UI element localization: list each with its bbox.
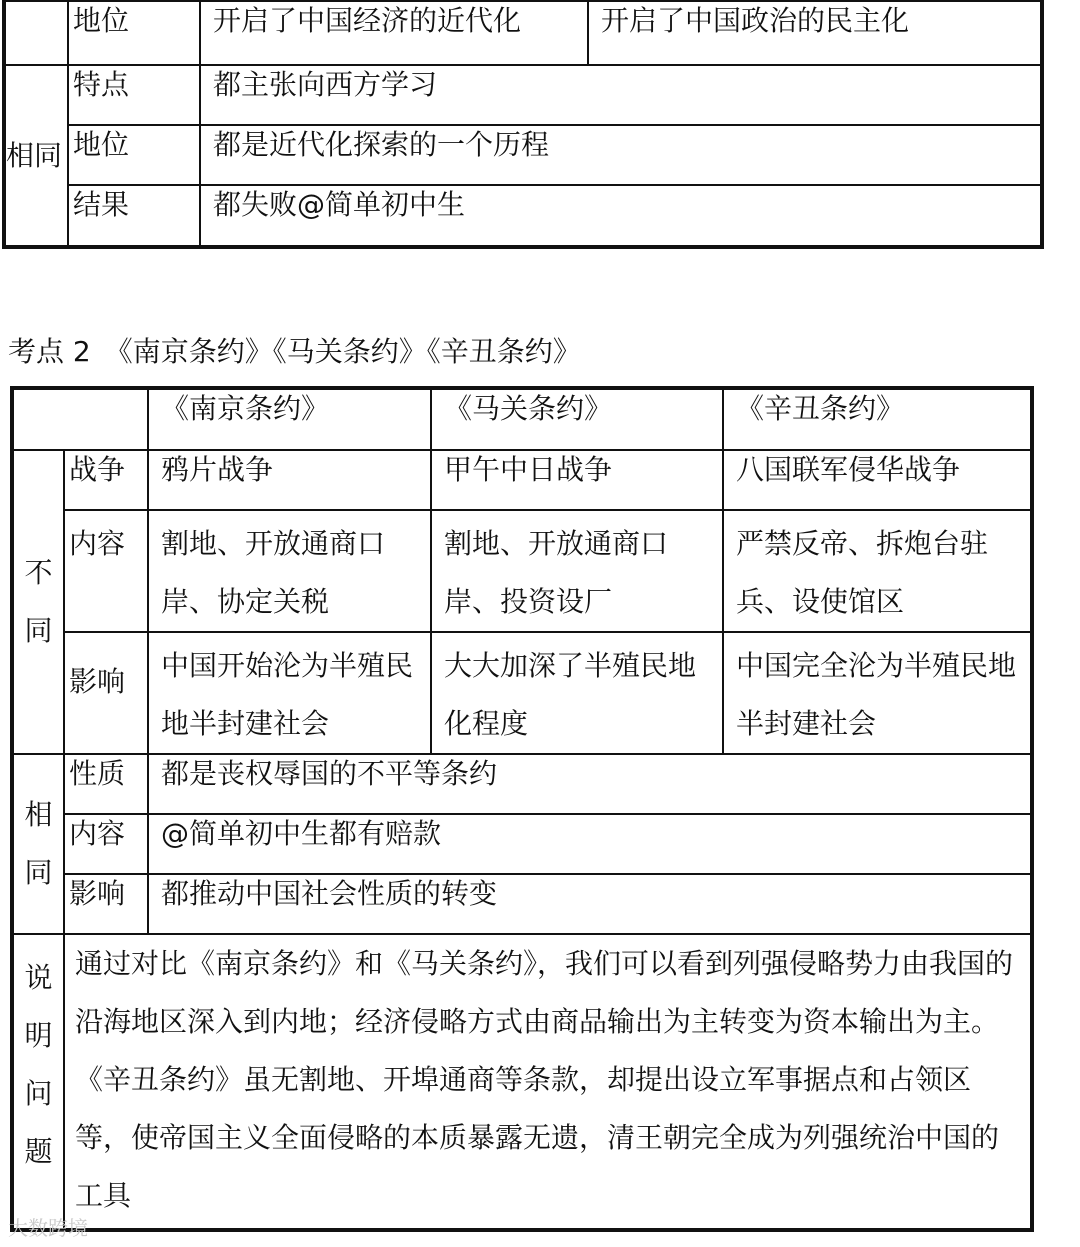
comparison-table-1: [2, 0, 1044, 249]
table-cell: 严禁反帝、拆炮台驻兵、设使馆区: [723, 510, 1032, 632]
table-cell: 都是丧权辱国的不平等条约: [148, 754, 1032, 814]
row-label: 地位: [68, 125, 200, 185]
table-cell: 都推动中国社会性质的转变: [148, 874, 1032, 934]
table-cell: 甲午中日战争: [431, 450, 723, 510]
table-cell: 都主张向西方学习: [200, 65, 1042, 125]
column-header: 《马关条约》: [431, 388, 723, 450]
watermark: 大数跨境: [8, 1216, 88, 1240]
table-cell: 开启了中国经济的近代化: [200, 1, 588, 65]
empty-cell: [4, 1, 68, 65]
table-cell: 中国开始沦为半殖民地半封建社会: [148, 632, 431, 754]
table-cell: @简单初中生都有赔款: [148, 814, 1032, 874]
table-cell: 都是近代化探索的一个历程: [200, 125, 1042, 185]
treaty-comparison-table: [10, 386, 1034, 1232]
table-cell: 割地、开放通商口岸、协定关税: [148, 510, 431, 632]
row-label: 内容: [64, 510, 148, 632]
group-label-different: 不 同: [12, 450, 64, 754]
table-cell: 割地、开放通商口岸、投资设厂: [431, 510, 723, 632]
table-cell: 八国联军侵华战争: [723, 450, 1032, 510]
table-cell: 大大加深了半殖民地化程度: [431, 632, 723, 754]
group-label-explain: 说 明 问 题: [12, 934, 64, 1230]
column-header: 《南京条约》: [148, 388, 431, 450]
table-cell: 开启了中国政治的民主化: [588, 1, 1042, 65]
group-label-same: 相 同: [12, 754, 64, 934]
table-cell: 都失败@简单初中生: [200, 185, 1042, 247]
row-label: 战争: [64, 450, 148, 510]
empty-cell: [12, 388, 148, 450]
row-label: 特点: [68, 65, 200, 125]
group-label-same: 相同: [4, 65, 68, 247]
row-label: 性质: [64, 754, 148, 814]
explanation-cell: 通过对比《南京条约》和《马关条约》，我们可以看到列强侵略势力由我国的沿海地区深入到内地；经济侵略方式由商品输出为主转变为资本输出为主。《辛丑条约》虽无割地、开埠通商等条款，却提出设立军事据点和占领区等，使帝国主义全面侵略的本质暴露无遗，清王朝完全成为列强统治中国的工具: [64, 934, 1032, 1230]
table-cell: 中国完全沦为半殖民地半封建社会: [723, 632, 1032, 754]
section-heading: 考点 2 《南京条约》《马关条约》《辛丑条约》: [8, 335, 581, 368]
column-header: 《辛丑条约》: [723, 388, 1032, 450]
row-label: 内容: [64, 814, 148, 874]
row-label: 影响: [64, 632, 148, 754]
row-label: 地位: [68, 1, 200, 65]
row-label: 影响: [64, 874, 148, 934]
table-cell: 鸦片战争: [148, 450, 431, 510]
row-label: 结果: [68, 185, 200, 247]
